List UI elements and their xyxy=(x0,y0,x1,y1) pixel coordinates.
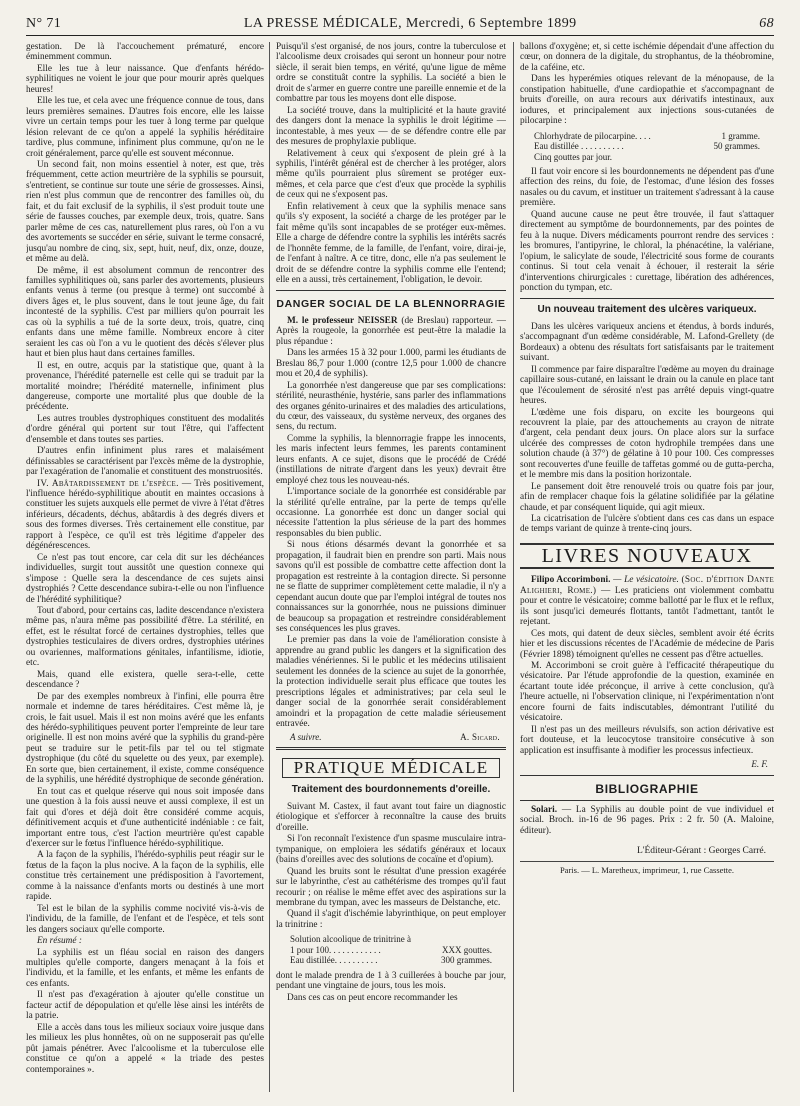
paragraph: Il faut voir encore si les bourdonnements ne dépendent pas d'une affection des reins, du foie, de l'estomac, d'une lésion des fosses nasales ou du cavum, et instituer un traitement s'adressant à la cause première. xyxy=(520,166,774,209)
section-heading: BIBLIOGRAPHIE xyxy=(595,781,699,796)
paragraph: Suivant M. Castex, il faut avant tout faire un diagnostic étiologique et s'efforcer à reconnaître la cause des bruits d'oreille. xyxy=(276,801,506,833)
ingredient: Eau distillée . . . . . . . . . . xyxy=(534,141,624,152)
paragraph: Les autres troubles dystrophiques constituent des modalités d'ordre général qui portent sur tout l'être, qui l'affectent d'ensemble et dans toutes ses parties. xyxy=(26,413,264,445)
paragraph-text: — Très positivement, l'influence hérédo-syphilitique aboutit en maintes occasions à constituer les sujets auxquels elle permet de vivre à l'état d'êtres inférieurs, décadents, déchus, abâtardis à des degrés divers et sous des formes diverses. Très certainement elle constitue, par rapport à l'espèce, ce qu'il est très légitime d'appeler des dégénérescences. xyxy=(26,478,264,552)
paragraph: dont le malade prendra de 1 à 3 cuillerées à bouche par jour, pendant une vingtaine de jours, tous les mois. xyxy=(276,970,506,992)
prescription-title: Solution alcoolique de trinitrine à xyxy=(290,934,411,945)
running-header xyxy=(26,10,774,36)
dose: XXX gouttes. xyxy=(442,944,492,955)
dose: 50 grammes. xyxy=(713,141,760,152)
book-title: — Le vésicatoire. xyxy=(613,575,679,586)
book-author: Filipo Accorimboni. xyxy=(531,575,611,586)
paragraph: La gonorrhée n'est dangereuse que par ses complications: stérilité, neurasthénie, hystérie, sans parler des inflammations des organes génito-urinaires et des maladies des articulations, du cœur, des vaisseaux, du système nerveux, des organes des sens, du rectum. xyxy=(276,380,506,433)
divider xyxy=(520,298,774,299)
section-heading: DANGER SOCIAL DE LA BLENNORRAGIE xyxy=(276,298,506,311)
paragraph xyxy=(520,575,774,627)
to-be-continued: A suivre. xyxy=(290,731,322,742)
paragraph: D'autres enfin infiniment plus rares et malaisément définissables se caractérisent par l'excès même de la dystrophie, par l'exagération de l'anomalie et constituent des monstruosités. xyxy=(26,446,264,478)
paragraph xyxy=(26,479,264,552)
paragraph: Tout d'abord, pour certains cas, ladite descendance n'existera même pas, n'aura même pas possibilité d'être. La stérilité, en effet, est le résultat forcé de certaines dystrophies, telles que dystrophies testiculaires de divers ordres, dystrophies utérines ou ovariennes, malformations génitales, infantilisme, idiotie, etc. xyxy=(26,606,264,669)
divider xyxy=(520,775,774,776)
paragraph: Elle les tue, et cela avec une fréquence connue de tous, dans leurs premières semaines. D'autres fois encore, elle les laisse vivre un certain temps pour les tuer à long terme par quelque lésion relevant de ce qu'on a appelé la syphilis héréditaire tardive, plus commune, infiniment plus commune, qu'on ne le croit généralement, parce qu'elle est souvent méconnue. xyxy=(26,96,264,159)
paragraph: Le pansement doit être renouvelé trois ou quatre fois par jour, afin de remplacer chaque fois la gélatine solidifiée par la gélatine chaude, et par conséquent liquide, qui agit mieux. xyxy=(520,481,774,513)
paragraph: Enfin relativement à ceux que la syphilis menace sans qu'ils s'y exposent, la société a charge de les protéger par le fait même qu'ils sont incapables de se protéger eux-mêmes. Elle a charge de défendre contre la syphilis les intérêts sacrés de l'honnête femme, de la famille, de l'enfant, voire, dirai-je, de l'enfant à naître. A ce titre, donc, elle n'a pas seulement le droit de se défendre contre la syphilis comme elle l'entend; elle en a aussi, très certainement, l'obligation, le devoir. xyxy=(276,201,506,285)
divider xyxy=(276,747,506,750)
dose: 1 gramme. xyxy=(721,130,760,141)
column-rule xyxy=(269,42,270,1092)
paragraph: Dans les ulcères variqueux anciens et étendus, à bords indurés, s'accompagnant d'un œdème considérable, M. Lafond-Grellety (de Bordeaux) a obtenu des résultats fort satisfaisants par le traitement suivant. xyxy=(520,321,774,364)
paragraph: Dans les armées 15 à 32 pour 1.000, parmi les étudiants de Breslau 86,7 pour 1.000 (contre 12,5 pour 1.000 de chancre mou et 20,4 de syphilis). xyxy=(276,348,506,380)
section-box-title: LIVRES NOUVEAUX xyxy=(520,543,774,569)
summary-lead: En résumé : xyxy=(37,936,82,947)
book-description: — La Syphilis au double point de vue individuel et social. Broch. in-16 de 96 pages. Prix : 2 fr. 50 (A. Maloine, éditeur). xyxy=(520,805,774,836)
speaker-affiliation: (de Breslau) rapporteur. xyxy=(401,315,493,326)
paragraph: Ces mots, qui datent de deux siècles, semblent avoir été écrits hier et les discussions récentes de l'Académie de médecine de Paris (Février 1898) témoignent qu'elles ne cessent pas d'être actuelles. xyxy=(520,628,774,660)
paragraph-text: — Les praticiens ont violemment combattu pour et contre le vésicatoire; comme ballotté par le flux et le reflux, ils sont jusqu'ici demeurés flottants, tantôt l'admettant, tantôt le rejetant. xyxy=(520,585,774,628)
prescription-line xyxy=(290,955,506,965)
paragraph: M. Accorimboni se croit guère à l'efficacité thérapeutique du vésicatoire. Par l'étude approfondie de la question, examinée en écartant toute idée préconçue, il arrive à cette conclusion, qu'à l'heure actuelle, ni l'observation clinique, ni l'expérimentation n'ont encore fourni de faits indiscutables, démontrant l'utilité du vésicatoire. xyxy=(520,661,774,724)
prescription xyxy=(534,131,774,162)
paragraph: A la façon de la syphilis, l'hérédo-syphilis peut réagir sur le fœtus de la façon la plus nocive. A la façon de la syphilis, elle constitue très certainement une prédisposition à l'avortement, comme à la naissance d'enfants morts ou destinés à une mort rapide. xyxy=(26,850,264,903)
paragraph-text: — Après la rougeole, la gonorrhée est peut-être la maladie la plus répandue : xyxy=(276,315,506,347)
paragraph: Le premier pas dans la voie de l'amélioration consiste à apprendre au grand public les dangers et la signification des maladies vénériennes. Si le public et les médecins utilisaient seulement les données de la science au sujet de la gonorrhée, la protection individuelle serait plus efficace que toutes les prescriptions légales et administratives; par cela seul le danger social de la gonorrhée serait considérablement amoindri et la propagation de cette maladie sérieusement entravée. xyxy=(276,635,506,730)
paragraph: Mais, quand elle existera, quelle sera-t-elle, cette descendance ? xyxy=(26,669,264,691)
paragraph: La société trouve, dans la multiplicité et la haute gravité des dangers dont la menace la syphilis le droit légitime — incontestable, à mes yeux — de se défendre contre elle par des mesures de prophylaxie publique. xyxy=(276,105,506,148)
paragraph: Relativement à ceux qui s'exposent de plein gré à la syphilis, l'intérêt général est de chercher à les protéger, alors même qu'ils pourraient plus sûrement se protéger eux-mêmes, et cela parce que c'est d'eux que procède la syphilis de ceux qui ne s'exposent pas. xyxy=(276,148,506,201)
paragraph: Dans les hyperémies otiques relevant de la ménopause, de la constipation habituelle, d'une cardiopathie et s'accompagnant de bruits d'oreille, on aura recours aux dérivatifs intestinaux, aux iodures, et principalement aux injections sous-cutanées de pilocarpine : xyxy=(520,74,774,127)
prescription xyxy=(290,934,506,965)
review-signature: E. F. xyxy=(751,759,768,770)
paragraph: La cicatrisation de l'ulcère s'obtient dans ces cas dans un espace de temps variant de quinze à trente-cinq jours. xyxy=(520,514,774,535)
ingredient: Chlorhydrate de pilocarpine. . . . xyxy=(534,130,651,141)
paragraph xyxy=(520,805,774,836)
paragraph: Quand les bruits sont le résultat d'une pression exagérée sur le labyrinthe, c'est au cathétérisme des trompes qu'il faut recourir ; on réalise le même effet avec des aspirations sur la membrane du tympan, avec les masseurs de Delstanche, etc. xyxy=(276,866,506,908)
paragraph: Dans ces cas on peut encore recommander les xyxy=(287,992,458,1003)
paragraph: L'œdème une fois disparu, on excite les bourgeons qui recouvrent la plaie, par des attouchements au crayon de nitrate d'argent, cela pendant deux jours. On place alors sur la surface ulcérée des compresses de coton hydrophile trempées dans une solution chaude (à 37°) de gélatine à 10 pour 100. Ces compresses sont recouvertes d'une feuille de taffetas gommé ou de gutta-percha, et le membre mis dans la position horizontale. xyxy=(520,407,774,481)
ingredient: 1 pour 100. . . . . . . . . . . . xyxy=(290,944,381,955)
section-box-title: PRATIQUE MÉDICALE xyxy=(282,758,500,778)
prescription-line xyxy=(534,141,774,151)
paragraph: De par des exemples nombreux à l'infini, elle pourra être normale et indemne de tares héréditaires. C'est même là, je crois, le fait usuel. Mais il est non moins avéré que les enfants des hérédo-syphilitiques peuvent porter l'empreinte de leur tare originelle. Il est non moins avéré que la syphilis du grand-père peut se traduire sur le petit-fils par tel ou tel stigmate dystrophique (du côté du squelette ou des yeux, par exemple). En sorte que, bien certainement, il existe, comme conséquence de la syphilis, une hérédité dystrophique de seconde génération. xyxy=(26,691,264,786)
prescription-dosage: Cinq gouttes par jour. xyxy=(534,151,612,162)
divider xyxy=(276,290,506,291)
paragraph: Il est, en outre, acquis par la statistique que, quant à la provenance, l'hérédité paternelle est celle qui se traduit par la mortalité moindre; l'hérédité maternelle, infiniment plus dangereuse, comporte une mortalité plus que double de la précédente. xyxy=(26,360,264,413)
paragraph: Quand aucune cause ne peut être trouvée, il faut s'attaquer directement au symptôme de bourdonnements, par des pointes de feu à la nuque. Divers médicaments pourront rendre des services : les bromures, l'antipyrine, le chloral, la phénacétine, la valériane, l'opium, le salicylate de soude, l'électricité sous forme de courants continus. Si tout cela venait à échouer, il resterait la série d'interventions chirurgicales : curettage, libération des adhérences, ponction du tympan, etc. xyxy=(520,209,774,293)
paragraph: L'importance sociale de la gonorrhée est considérable par la stérilité qu'elle entraîne, par la perte de temps qu'elle occasionne. La gonorrhée est donc un danger social qui nécessite l'attention la plus sérieuse de la part des hommes responsables du bien public. xyxy=(276,487,506,539)
dose: 300 grammes. xyxy=(441,955,492,966)
publisher-line: L'Éditeur-Gérant : Georges Carré. xyxy=(636,846,766,857)
paragraph: gestation. De là l'accouchement prématuré, encore éminemment commun. xyxy=(26,42,264,63)
column-rule xyxy=(513,42,514,1092)
article-title: Traitement des bourdonnements d'oreille. xyxy=(291,784,491,796)
ingredient: Eau distillée. . . . . . . . . . xyxy=(290,955,378,966)
paragraph: Ce n'est pas tout encore, car cela dit sur les déchéances individuelles, surgit tout aussitôt une question connexe qui s'impose : Quelle sera la descendance de ces sujets ainsi dystrophiés ? Cette descendance subira-t-elle ou non l'influence de l'hérédité syphilitique? xyxy=(26,552,264,605)
paragraph: Quand il s'agit d'ischémie labyrinthique, on peut employer la trinitrine : xyxy=(276,909,506,930)
prescription-line xyxy=(290,945,506,955)
book-author: Solari. xyxy=(531,805,558,815)
section-lead: IV. Abâtardissement de l'espèce. xyxy=(37,478,179,489)
paragraph: Si l'on reconnaît l'existence d'un spasme musculaire intra-tympanique, on emploiera les sédatifs généraux et locaux (bains d'oreilles avec des solutions de cocaïne et d'opium). xyxy=(276,834,506,866)
paragraph: Tel est le bilan de la syphilis comme nocivité vis-à-vis de l'individu, de la famille, de l'enfant et de l'espèce, et tels sont les dangers sociaux qu'elle comporte. xyxy=(26,903,264,935)
paragraph: Il n'est pas d'exagération à ajouter qu'elle constitue un facteur actif de dépopulation et qu'elle lèse ainsi les intérêts de la patrie. xyxy=(26,990,264,1022)
paragraph: Elle a accès dans tous les milieux sociaux voire jusque dans les milieux les plus honnêtes, où on ne supposerait pas qu'elle pût jamais pénétrer. Avec l'alcoolisme et la tuberculose elle constitue ce qu'on a appelé « la triade des pestes contemporaines ». xyxy=(26,1022,264,1075)
paragraph: Elle les tue à leur naissance. Que d'enfants hérédo-syphilitiques ne voient le jour que pour mourir après quelques heures! xyxy=(26,63,264,95)
journal-title: LA PRESSE MÉDICALE, Mercredi, 6 Septembre 1899 xyxy=(243,16,577,31)
column-right xyxy=(520,42,774,1098)
page-number: 68 xyxy=(759,16,774,31)
paragraph: Il commence par faire disparaître l'œdème au moyen du drainage capillaire sous-cutané, en laissant le drain ou la canule en place tant que l'écoulement de sérosité n'est pas arrêté depuis vingt-quatre heures. xyxy=(520,364,774,407)
continuation-line xyxy=(290,732,500,742)
paragraph: La syphilis est un fléau social en raison des dangers multiples qu'elle comporte, dangers menaçant à la fois et l'individu, et la famille, et les enfants, et même les enfants de ces enfants. xyxy=(26,947,264,989)
printer-line: Paris. — L. Maretheux, imprimeur, 1, rue Cassette. xyxy=(520,861,774,875)
paragraph: Comme la syphilis, la blennorragie frappe les innocents, les maris infectent leurs femmes, les parents contaminent leurs enfants. A ce sujet, disons que le procédé de Crédé (instillations de nitrate d'argent dans les yeux) devrait être employé chez tous les nouveau-nés. xyxy=(276,433,506,486)
speaker-name: M. le professeur NEISSER xyxy=(287,315,398,326)
paragraph: Il n'est pas un des meilleurs révulsifs, son action dérivative est fort douteuse, et la leucocytose transitoire consécutive à son application est insuffisante à modifier les processus infectieux. xyxy=(520,724,774,756)
divider xyxy=(520,800,774,801)
column-left xyxy=(26,42,264,1098)
issue-number: N° 71 xyxy=(26,16,62,31)
column-middle xyxy=(276,42,506,1098)
paragraph: En tout cas et quelque réserve qui nous soit imposée dans une question à la fois aussi neuve et aussi complexe, il est un fait qui d'ores et déjà doit être considéré comme acquis, définitivement acquis et d'une authenticité indéniable : ce fait, important entre tous, c'est l'action meurtrière qu'est capable d'exercer sur le fœtus l'influence hérédo-syphilitique. xyxy=(26,786,264,849)
article-title: Un nouveau traitement des ulcères variqueux. xyxy=(537,304,757,316)
paragraph: ballons d'oxygène; et, si cette ischémie dépendait d'une affection du cœur, on donnera de la digitale, du strophantus, de la théobromine, de la caféine, etc. xyxy=(520,42,774,73)
paragraph: Si nous étions désarmés devant la gonorrhée et sa propagation, il faudrait bien en prendre son parti. Mais nous savons qu'il est possible de combattre cette affection dont la propagation est restreinte à la contagion directe. Si personne ne se flatte de supprimer complètement cette maladie, il n'y a cependant aucun doute que par l'emploi intégral de toutes nos connaissances sur la gonorrhée, nous ne puissions diminuer de beaucoup sa propagation et restreindre considérablement ses conséquences les plus graves. xyxy=(276,540,506,635)
paragraph: Puisqu'il s'est organisé, de nos jours, contre la tuberculose et l'alcoolisme deux croisades qui seront un honneur pour notre siècle, il serait bien temps, en vérité, qu'une ligue de même ordre se constituât contre la syphilis. La société a bien le droit de s'armer en guerre contre une pareille ennemie et de la combattre par tous les moyens dont elle dispose. xyxy=(276,42,506,105)
paragraph xyxy=(276,316,506,347)
prescription-line xyxy=(534,131,774,141)
book-publisher: (Soc. d'édition Dante Alighieri, Rome.) xyxy=(520,575,774,596)
paragraph: De même, il est absolument commun de rencontrer des familles syphilitiques où, sans parler des avortements, plusieurs enfants venus à terme (ou presque à terme) ont succombé à divers âges et, le plus souvent, dans le tout jeune âge, du fait incontesté de la syphilis. C'est par milliers qu'on pourrait les cas où la syphilis a tué de la sorte deux, trois, quatre, cinq enfants dans une même famille. Nombreux encore à citer seraient les cas où l'on a vu le quotient des décès s'élever plus haut et bien plus haut dans certaines familles. xyxy=(26,265,264,360)
author-signature: A. Sicard. xyxy=(460,731,500,742)
paragraph: Un second fait, non moins essentiel à noter, est que, très fréquemment, cette action meurtrière de la syphilis se poursuit, s'entretient, se continue sur toute une série de grossesses. Ainsi, rien n'est plus commun que de rencontrer des familles où, du fait, et du fait exclusif de la syphilis, il s'est produit toute une série de fausses couches, par exemple deux, trois, quatre. Sans parler même de ces cas, naturellement plus rares, où l'on a vu des avortements se succéder en série, suivant le terme consacré, jusqu'au nombre de cinq, six, sept, huit, neuf, dix, onze, douze, et même au delà. xyxy=(26,159,264,265)
